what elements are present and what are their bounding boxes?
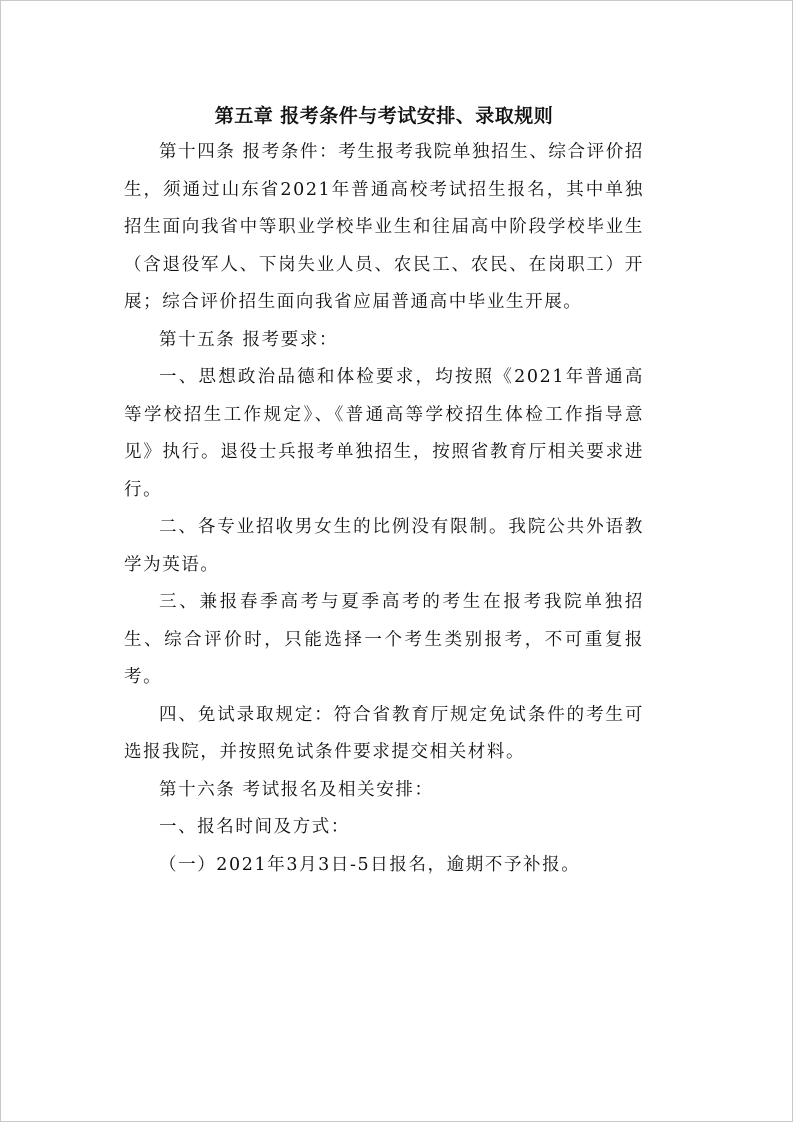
article-14-paragraph: 第十四条 报考条件：考生报考我院单独招生、综合评价招生，须通过山东省2021年普通高校考试招生报名，其中单独招生面向我省中等职业学校毕业生和往届高中阶段学校毕业生（含退役军人、下岗失业人员、农民工、农民、在岗职工）开展；综合评价招生面向我省应届普通高中毕业生开展。 xyxy=(124,142,644,312)
chapter-title: 第五章 报考条件与考试安排、录取规则 xyxy=(214,105,554,127)
requirement-3-paragraph: 三、兼报春季高考与夏季高考的考生在报考我院单独招生、综合评价时，只能选择一个考生类别报考，不可重复报考。 xyxy=(124,592,644,687)
registration-date-paragraph: （一）2021年3月3日-5日报名，逾期不予补报。 xyxy=(159,854,581,875)
requirement-2-paragraph: 二、各专业招收男女生的比例没有限制。我院公共外语教学为英语。 xyxy=(124,517,644,575)
document-body xyxy=(124,100,644,884)
requirement-4-paragraph: 四、免试录取规定：符合省教育厅规定免试条件的考生可选报我院，并按照免试条件要求提交相关材料。 xyxy=(124,704,644,762)
article-16-heading: 第十六条 考试报名及相关安排： xyxy=(159,779,434,800)
article-15-heading: 第十五条 报考要求： xyxy=(159,329,339,350)
requirement-1-paragraph: 一、思想政治品德和体检要求，均按照《2021年普通高等学校招生工作规定》、《普通高等学校招生体检工作指导意见》执行。退役士兵报考单独招生，按照省教育厅相关要求进行。 xyxy=(124,367,644,500)
registration-heading: 一、报名时间及方式： xyxy=(159,817,350,837)
